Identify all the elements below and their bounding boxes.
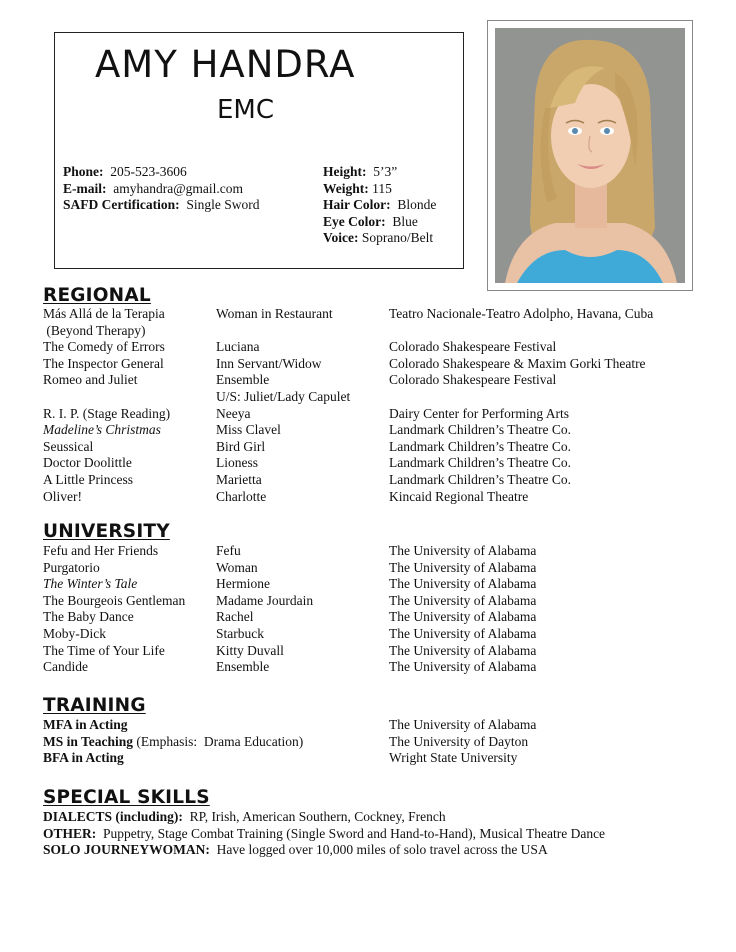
credit-role: Starbuck <box>216 625 264 641</box>
credit-show: Purgatorio <box>43 559 100 575</box>
union-affiliation: EMC <box>217 95 275 125</box>
physical-info <box>323 164 436 247</box>
credit-venue: Colorado Shakespeare & Maxim Gorki Theatre <box>389 355 646 371</box>
credit-venue: The University of Alabama <box>389 659 537 675</box>
section-title-special-skills: SPECIAL SKILLS <box>43 787 210 808</box>
credit-show: Romeo and Juliet <box>43 372 138 388</box>
training-school: Wright State University <box>389 750 518 766</box>
credit-venue: Teatro Nacionale-Teatro Adolpho, Havana, Cuba <box>389 306 654 321</box>
credit-role: Ensemble <box>216 372 270 388</box>
credit-show: (Beyond Therapy) <box>43 322 146 338</box>
credit-role: Woman <box>216 559 258 575</box>
section-title-training: TRAINING <box>43 695 146 716</box>
credit-show: Madeline’s Christmas <box>43 422 161 438</box>
credit-venue: Landmark Children’s Theatre Co. <box>389 455 571 471</box>
credit-venue: Landmark Children’s Theatre Co. <box>389 471 571 487</box>
training-degree: MFA in Acting <box>43 717 128 732</box>
stat-hair: Hair Color: Blonde <box>323 197 437 213</box>
credit-venue: Landmark Children’s Theatre Co. <box>389 422 571 438</box>
skill-value: Have logged over 10,000 miles of solo travel across the USA <box>209 842 548 858</box>
credit-role: Bird Girl <box>216 438 266 454</box>
stat-eyes: Eye Color: Blue <box>323 213 418 229</box>
credit-venue: Kincaid Regional Theatre <box>389 488 529 504</box>
credit-role: Hermione <box>216 576 270 592</box>
credit-show: Seussical <box>43 438 94 454</box>
credit-venue: Landmark Children’s Theatre Co. <box>389 438 571 454</box>
section-title-university: UNIVERSITY <box>43 521 170 542</box>
actor-name: AMY HANDRA <box>95 43 356 86</box>
credit-role: Woman in Restaurant <box>216 306 333 321</box>
credit-show: Moby-Dick <box>43 625 106 641</box>
stat-voice: Voice: Soprano/Belt <box>323 230 434 246</box>
credit-show: The Bourgeois Gentleman <box>43 592 186 608</box>
credit-venue: The University of Alabama <box>389 625 537 641</box>
credit-show: Oliver! <box>43 488 82 504</box>
contact-info <box>63 164 260 214</box>
skill-row <box>43 809 605 826</box>
stat-weight: Weight: 115 <box>323 180 392 196</box>
credit-venue: The University of Alabama <box>389 559 537 575</box>
credit-venue: Dairy Center for Performing Arts <box>389 405 569 421</box>
credit-role: Ensemble <box>216 659 270 675</box>
credit-venue: The University of Alabama <box>389 576 537 592</box>
contact-safd: SAFD Certification: Single Sword <box>63 197 260 213</box>
credit-show: The Winter’s Tale <box>43 576 138 592</box>
header-box <box>54 32 464 269</box>
credit-role: Miss Clavel <box>216 422 281 438</box>
credit-role: Rachel <box>216 609 254 625</box>
contact-email: E-mail: amyhandra@gmail.com <box>63 180 244 196</box>
skill-row <box>43 826 605 843</box>
training-school: The University of Alabama <box>389 717 537 732</box>
credit-role: Fefu <box>216 543 241 558</box>
credit-role: Marietta <box>216 471 262 487</box>
credit-role: U/S: Juliet/Lady Capulet <box>216 388 351 404</box>
credit-venue: The University of Alabama <box>389 592 537 608</box>
headshot-illustration <box>495 28 685 283</box>
credit-show: The Comedy of Errors <box>43 339 165 355</box>
credit-show: Más Allá de la Terapia <box>43 306 165 321</box>
skills-list <box>43 809 605 859</box>
training-degree: BFA in Acting <box>43 750 124 766</box>
credit-show: The Baby Dance <box>43 609 134 625</box>
credit-show: Candide <box>43 659 88 675</box>
credit-show: The Inspector General <box>43 355 164 371</box>
section-title-regional: REGIONAL <box>43 285 151 306</box>
stat-height: Height: 5’3” <box>323 164 398 179</box>
credit-venue: The University of Alabama <box>389 543 537 558</box>
credit-role: Madame Jourdain <box>216 592 314 608</box>
credit-venue: Colorado Shakespeare Festival <box>389 372 557 388</box>
credit-show: Doctor Doolittle <box>43 455 132 471</box>
credit-role: Charlotte <box>216 488 267 504</box>
training-note: (Emphasis: Drama Education) <box>133 733 304 749</box>
skill-label: DIALECTS (including): <box>43 809 183 824</box>
credit-show: A Little Princess <box>43 471 133 487</box>
contact-phone: Phone: 205-523-3606 <box>63 164 187 179</box>
training-school: The University of Dayton <box>389 733 529 749</box>
credit-role: Neeya <box>216 405 251 421</box>
skill-row <box>43 842 605 859</box>
skill-label: OTHER: <box>43 825 97 841</box>
skill-value: RP, Irish, American Southern, Cockney, French <box>182 809 446 824</box>
credit-show: R. I. P. (Stage Reading) <box>43 405 171 421</box>
credit-role: Luciana <box>216 339 260 355</box>
headshot-photo <box>487 20 693 291</box>
credit-venue: The University of Alabama <box>389 609 537 625</box>
credit-venue: The University of Alabama <box>389 642 537 658</box>
credit-role: Inn Servant/Widow <box>216 355 322 371</box>
credit-show: Fefu and Her Friends <box>43 543 159 558</box>
skill-value: Puppetry, Stage Combat Training (Single Sword and Hand-to-Hand), Musical Theatre Dance <box>96 825 606 841</box>
credit-role: Kitty Duvall <box>216 642 284 658</box>
credit-show: The Time of Your Life <box>43 642 165 658</box>
skill-label: SOLO JOURNEYWOMAN: <box>43 842 210 858</box>
credit-role: Lioness <box>216 455 258 471</box>
training-degree: MS in Teaching <box>43 733 134 749</box>
credit-venue: Colorado Shakespeare Festival <box>389 339 557 355</box>
